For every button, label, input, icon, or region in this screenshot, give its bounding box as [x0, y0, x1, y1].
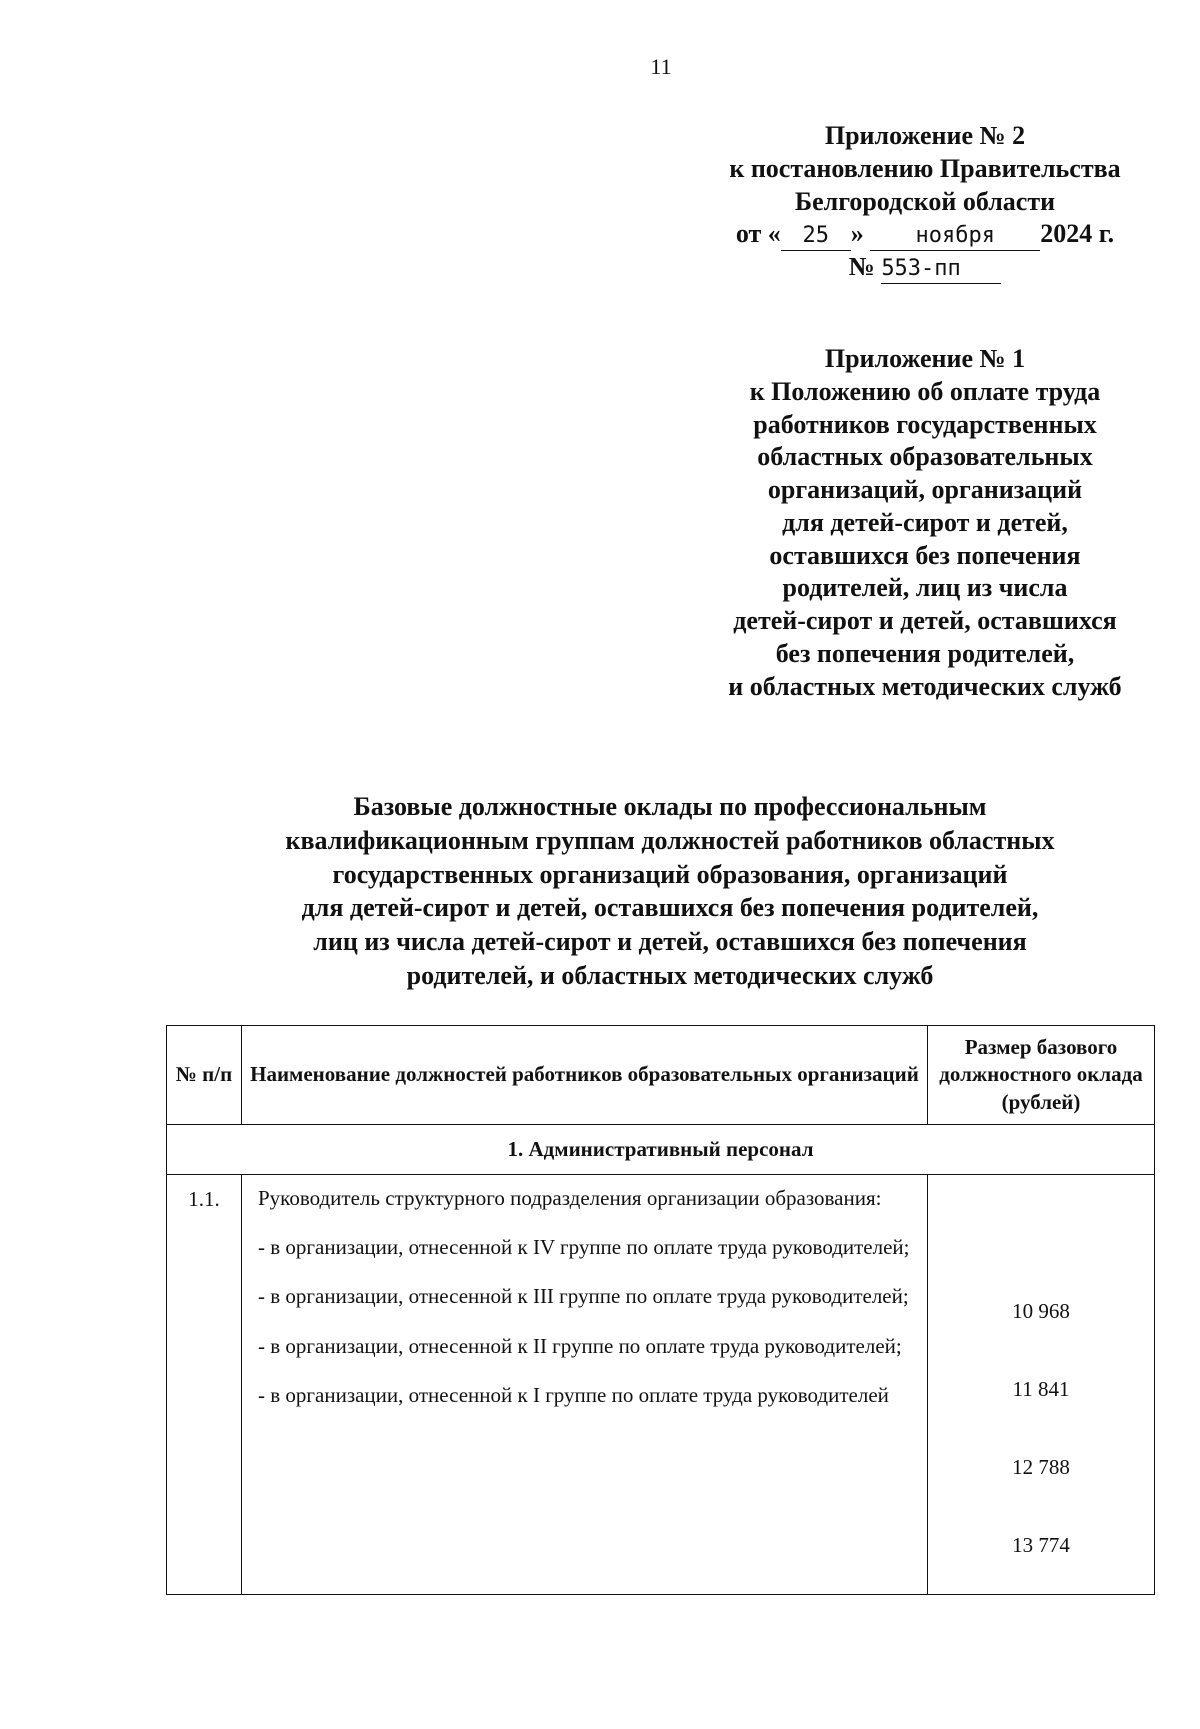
- date-year: 2024 г.: [1040, 219, 1115, 249]
- page-number: 11: [650, 54, 672, 79]
- appendix-1-line: Приложение № 1: [824, 344, 1026, 373]
- title-line: государственных организаций образования, организаций: [332, 859, 1008, 889]
- appendix-1-line: без попечения родителей,: [775, 638, 1075, 668]
- position-item: - в организации, отнесенной к IV группе по оплате труда руководителей;: [258, 1235, 910, 1260]
- row-number: 1.1.: [167, 1174, 242, 1594]
- appendix-2-header: [690, 120, 1160, 284]
- title-line: лиц из числа детей-сирот и детей, оставшихся без попечения: [313, 927, 1027, 957]
- salary-value: 10 968: [1012, 1298, 1070, 1323]
- title-line: квалификационным группам должностей работников областных: [285, 825, 1055, 855]
- salary-values: [936, 1185, 1146, 1584]
- date-month: ноября: [870, 222, 1040, 251]
- table-row: [167, 1174, 1155, 1594]
- section-title: 1. Административный персонал: [167, 1124, 1155, 1174]
- date-mid: »: [850, 219, 864, 249]
- position-item: - в организации, отнесенной к I группе по оплате труда руководителей: [258, 1383, 889, 1408]
- appendix-1-line: родителей, лиц из числа: [782, 573, 1068, 603]
- appendix-1-line: и областных методических служб: [728, 671, 1122, 701]
- appendix-2-line-2: Белгородской области: [794, 186, 1056, 216]
- appendix-1-line: работников государственных: [753, 409, 1097, 439]
- appendix-1-line: организаций, организаций: [767, 475, 1083, 504]
- header-salary-size: Размер базового должностного оклада (рублей): [928, 1026, 1155, 1125]
- salary-value: 12 788: [1012, 1454, 1070, 1479]
- date-day: 25: [781, 222, 851, 251]
- appendix-1-line: детей-сирот и детей, оставшихся: [733, 606, 1117, 635]
- table-header-row: [167, 1026, 1155, 1125]
- appendix-1-line: к Положению об оплате труда: [749, 376, 1101, 406]
- number-prefix: №: [848, 252, 875, 281]
- appendix-2-date: [690, 218, 1160, 251]
- appendix-2-number: [690, 251, 1160, 284]
- document-number: 553-пп: [881, 255, 1001, 284]
- appendix-1-line: оставшихся без попечения: [769, 540, 1081, 570]
- date-prefix: от «: [735, 219, 781, 249]
- appendix-2-line-1: к постановлению Правительства: [729, 153, 1121, 183]
- title-line: для детей-сирот и детей, оставшихся без попечения родителей,: [301, 893, 1039, 923]
- salary-value: 13 774: [1012, 1532, 1070, 1557]
- salary-cell: [928, 1174, 1155, 1594]
- appendix-2-title: Приложение № 2: [824, 121, 1026, 150]
- header-position-name: Наименование должностей работников образовательных организаций: [242, 1026, 928, 1125]
- position-cell: [242, 1174, 928, 1594]
- title-line: родителей, и областных методических служб: [406, 960, 934, 990]
- document-title: [200, 790, 1140, 993]
- title-line: Базовые должностные оклады по профессиональным: [353, 792, 987, 821]
- salary-value: 11 841: [1012, 1376, 1070, 1401]
- section-row: [167, 1124, 1155, 1174]
- salary-table: [166, 1025, 1155, 1595]
- position-item: - в организации, отнесенной к III группе по оплате труда руководителей;: [258, 1284, 909, 1309]
- appendix-1-header: [690, 343, 1160, 703]
- position-title: Руководитель структурного подразделения организации образования:: [258, 1185, 882, 1210]
- header-number: № п/п: [167, 1026, 242, 1125]
- appendix-1-line: для детей-сирот и детей,: [782, 507, 1068, 537]
- position-item: - в организации, отнесенной к II группе по оплате труда руководителей;: [258, 1333, 902, 1358]
- appendix-1-line: областных образовательных: [757, 442, 1093, 472]
